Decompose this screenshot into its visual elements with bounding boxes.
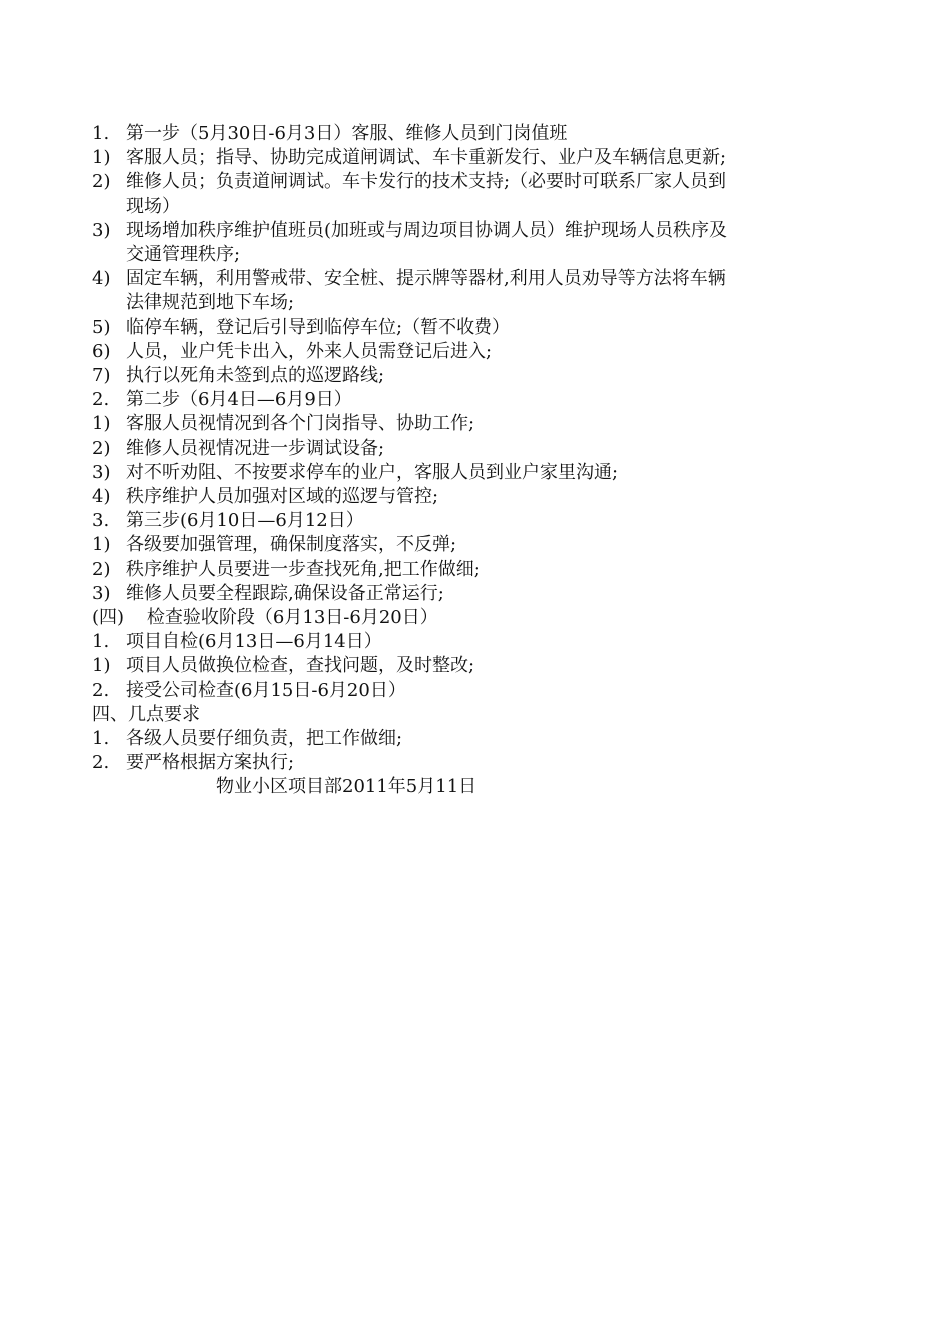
item-number: 2. <box>92 679 110 701</box>
list-item <box>92 751 892 775</box>
item-text: 四、几点要求 <box>92 703 200 725</box>
item-text: 现场） <box>126 195 180 217</box>
list-item <box>92 340 892 364</box>
item-text: 维修人员；负责道闸调试。车卡发行的技术支持;（必要时可联系厂家人员到 <box>126 171 727 193</box>
item-text: 维修人员要全程跟踪,确保设备正常运行; <box>126 582 444 604</box>
item-number: 1) <box>92 534 111 556</box>
item-number: 1. <box>92 631 110 653</box>
item-number: 3) <box>92 582 111 604</box>
list-item <box>92 267 892 291</box>
item-number: 1) <box>92 655 111 677</box>
item-number: 4) <box>92 268 111 290</box>
list-item-continuation <box>92 243 892 267</box>
list-item <box>92 412 892 436</box>
item-text: 各级人员要仔细负责，把工作做细; <box>126 728 403 750</box>
list-item <box>92 146 892 170</box>
item-text: 交通管理秩序; <box>126 244 241 266</box>
section-heading <box>92 703 892 727</box>
list-item <box>92 558 892 582</box>
item-text: 法律规范到地下车场; <box>126 292 295 314</box>
item-text: 执行以死角未签到点的巡逻路线; <box>126 365 385 387</box>
item-text: 接受公司检查(6月15日-6月20日） <box>126 679 406 701</box>
list-item <box>92 437 892 461</box>
item-number: 3. <box>92 510 110 532</box>
item-text: 人员，业户凭卡出入，外来人员需登记后进入; <box>126 340 493 362</box>
item-text: 第二步（6月4日—6月9日） <box>126 389 352 411</box>
item-number: 6) <box>92 340 111 362</box>
item-text: 现场增加秩序维护值班员(加班或与周边项目协调人员）维护现场人员秩序及 <box>126 219 728 241</box>
item-text: 客服人员；指导、协助完成道闸调试、车卡重新发行、业户及车辆信息更新; <box>126 147 727 169</box>
item-text: 第三步(6月10日—6月12日） <box>126 510 364 532</box>
list-item-continuation <box>92 195 892 219</box>
item-number: 5) <box>92 316 111 338</box>
item-number: 1. <box>92 123 110 144</box>
list-item <box>92 461 892 485</box>
signature-line: 物业小区项目部2011年5月11日 <box>216 776 477 798</box>
section-heading <box>92 509 892 533</box>
document-body <box>92 122 892 800</box>
item-number: 4) <box>92 486 111 508</box>
list-item <box>92 316 892 340</box>
list-item <box>92 654 892 678</box>
section-heading <box>92 679 892 703</box>
item-number: 2) <box>92 558 111 580</box>
item-text: 项目自检(6月13日—6月14日） <box>126 631 382 653</box>
list-item <box>92 485 892 509</box>
item-text: 对不听劝阻、不按要求停车的业户，客服人员到业户家里沟通; <box>126 461 619 483</box>
list-item-continuation <box>92 291 892 315</box>
list-item <box>92 582 892 606</box>
item-number: 2) <box>92 437 111 459</box>
item-text: 项目人员做换位检查，查找问题，及时整改; <box>126 655 475 677</box>
item-number: 7) <box>92 365 111 387</box>
section-heading <box>92 630 892 654</box>
item-number: 1) <box>92 413 111 435</box>
list-item <box>92 122 892 146</box>
list-item <box>92 219 892 243</box>
item-number: 3) <box>92 219 111 241</box>
item-text: 各级要加强管理，确保制度落实，不反弹; <box>126 534 457 556</box>
section-heading <box>92 388 892 412</box>
item-text: 第一步（5月30日-6月3日）客服、维修人员到门岗值班 <box>126 123 568 144</box>
item-number: 1. <box>92 728 110 750</box>
item-number: 2. <box>92 389 110 411</box>
section-heading <box>92 606 892 630</box>
item-text: 客服人员视情况到各个门岗指导、协助工作; <box>126 413 475 435</box>
item-text: 秩序维护人员要进一步查找死角,把工作做细; <box>126 558 480 580</box>
list-item <box>92 533 892 557</box>
list-item <box>92 170 892 194</box>
item-number: 2) <box>92 171 111 193</box>
item-text: 要严格根据方案执行; <box>126 752 295 774</box>
item-text: 临停车辆，登记后引导到临停车位;（暂不收费） <box>126 316 511 338</box>
item-number: 2. <box>92 752 110 774</box>
item-number: 3) <box>92 461 111 483</box>
item-text: 固定车辆，利用警戒带、安全桩、提示牌等器材,利用人员劝导等方法将车辆 <box>126 268 726 290</box>
list-item <box>92 364 892 388</box>
item-text: 维修人员视情况进一步调试设备; <box>126 437 385 459</box>
item-text: (四) 检查验收阶段（6月13日-6月20日） <box>92 607 438 629</box>
item-text: 秩序维护人员加强对区域的巡逻与管控; <box>126 486 439 508</box>
item-number: 1) <box>92 147 111 169</box>
list-item <box>92 727 892 751</box>
